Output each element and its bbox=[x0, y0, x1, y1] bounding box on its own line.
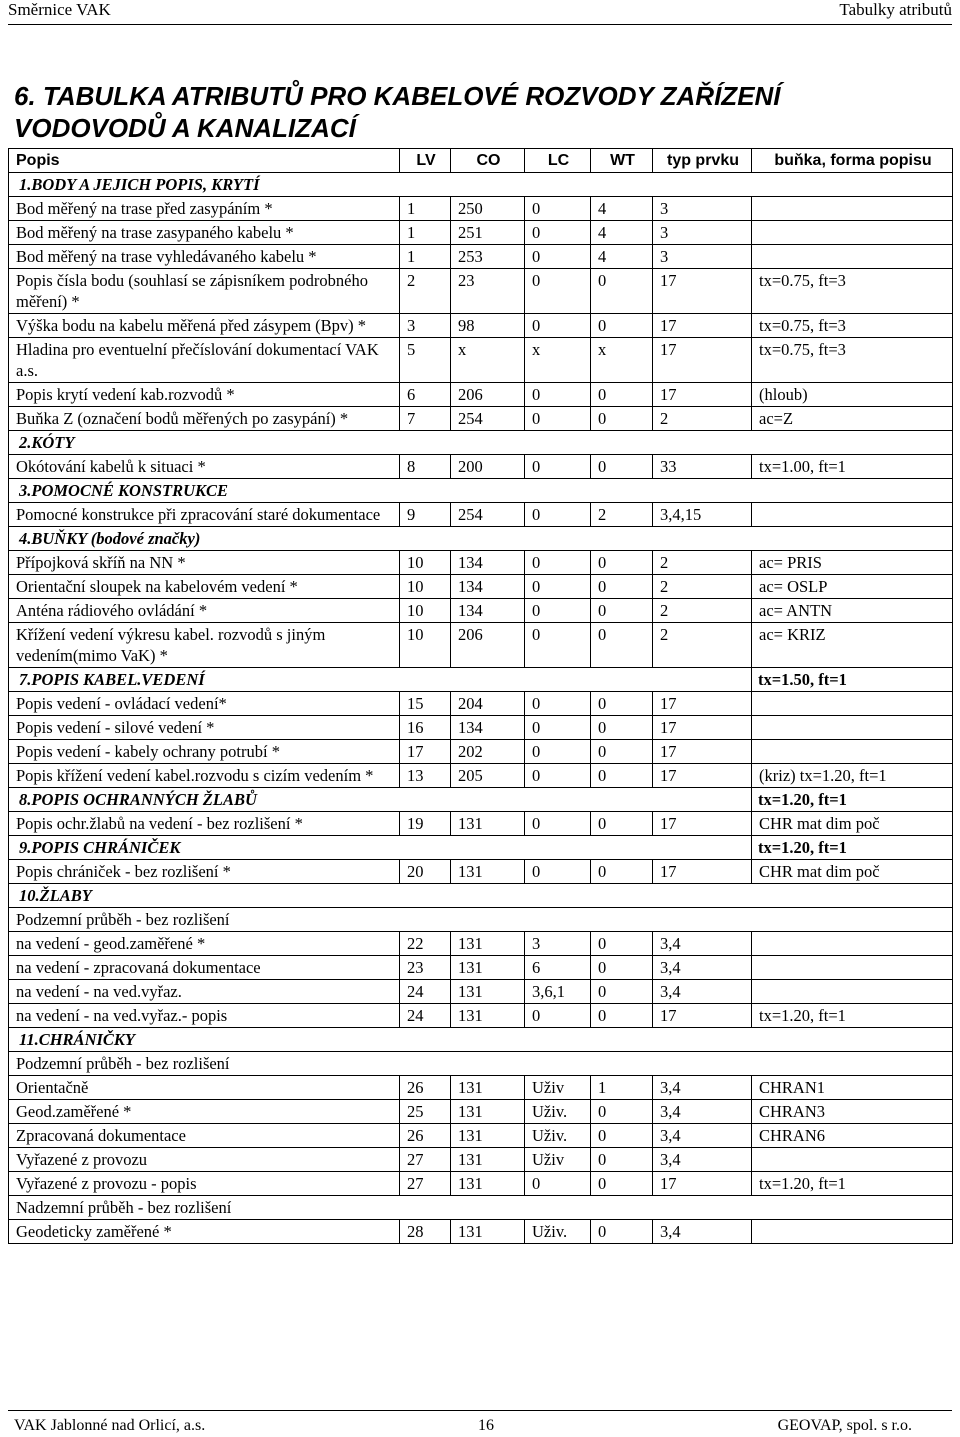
cell-typ-prvku: 3 bbox=[653, 221, 752, 245]
cell-popis: Popis vedení - silové vedení * bbox=[9, 716, 400, 740]
cell-lc: 0 bbox=[525, 1004, 591, 1028]
cell-lv: 9 bbox=[400, 503, 451, 527]
cell-lc: 3,6,1 bbox=[525, 980, 591, 1004]
cell-lc: 0 bbox=[525, 197, 591, 221]
cell-lc: 0 bbox=[525, 860, 591, 884]
table-row bbox=[9, 932, 953, 956]
table-row bbox=[9, 1076, 953, 1100]
cell-co: 254 bbox=[451, 503, 525, 527]
cell-co: 206 bbox=[451, 623, 525, 668]
cell-co: 134 bbox=[451, 575, 525, 599]
table-row bbox=[9, 1124, 953, 1148]
cell-wt: 4 bbox=[591, 221, 653, 245]
cell-lc: 0 bbox=[525, 623, 591, 668]
cell-wt: 0 bbox=[591, 956, 653, 980]
cell-wt: 4 bbox=[591, 245, 653, 269]
column-header: CO bbox=[451, 149, 525, 173]
cell-lv: 1 bbox=[400, 221, 451, 245]
cell-co: 131 bbox=[451, 1148, 525, 1172]
table-row bbox=[9, 623, 953, 668]
cell-co: 250 bbox=[451, 197, 525, 221]
cell-bunka-forma-popisu: tx=1.00, ft=1 bbox=[752, 455, 953, 479]
cell-lc: 0 bbox=[525, 407, 591, 431]
cell-co: 131 bbox=[451, 812, 525, 836]
cell-bunka-forma-popisu bbox=[752, 692, 953, 716]
table-row bbox=[9, 269, 953, 314]
cell-co: 254 bbox=[451, 407, 525, 431]
cell-bunka-forma-popisu bbox=[752, 956, 953, 980]
cell-wt: 0 bbox=[591, 764, 653, 788]
table-row bbox=[9, 338, 953, 383]
cell-popis: Popis vedení - kabely ochrany potrubí * bbox=[9, 740, 400, 764]
cell-wt: 0 bbox=[591, 1004, 653, 1028]
cell-typ-prvku: 33 bbox=[653, 455, 752, 479]
cell-wt: 0 bbox=[591, 980, 653, 1004]
cell-co: 131 bbox=[451, 1100, 525, 1124]
cell-co: 23 bbox=[451, 269, 525, 314]
cell-typ-prvku: 17 bbox=[653, 269, 752, 314]
cell-co: 134 bbox=[451, 716, 525, 740]
cell-wt: 0 bbox=[591, 623, 653, 668]
cell-bunka-forma-popisu: tx=0.75, ft=3 bbox=[752, 269, 953, 314]
cell-wt: 0 bbox=[591, 383, 653, 407]
cell-co: 131 bbox=[451, 860, 525, 884]
cell-lc: 0 bbox=[525, 269, 591, 314]
cell-popis: Anténa rádiového ovládání * bbox=[9, 599, 400, 623]
cell-wt: 0 bbox=[591, 314, 653, 338]
cell-bunka-forma-popisu: tx=0.75, ft=3 bbox=[752, 338, 953, 383]
cell-co: 206 bbox=[451, 383, 525, 407]
table-row bbox=[9, 551, 953, 575]
cell-popis: na vedení - na ved.vyřaz.- popis bbox=[9, 1004, 400, 1028]
cell-bunka-forma-popisu: ac= KRIZ bbox=[752, 623, 953, 668]
table-row bbox=[9, 740, 953, 764]
cell-popis: Zpracovaná dokumentace bbox=[9, 1124, 400, 1148]
cell-lv: 19 bbox=[400, 812, 451, 836]
cell-lc: 0 bbox=[525, 692, 591, 716]
cell-popis: Výška bodu na kabelu měřená před zásypem (Bpv) * bbox=[9, 314, 400, 338]
cell-typ-prvku: 17 bbox=[653, 338, 752, 383]
cell-popis: Popis krytí vedení kab.rozvodů * bbox=[9, 383, 400, 407]
cell-bunka-forma-popisu bbox=[752, 1220, 953, 1244]
cell-co: 253 bbox=[451, 245, 525, 269]
cell-bunka-forma-popisu bbox=[752, 1148, 953, 1172]
cell-typ-prvku: 17 bbox=[653, 383, 752, 407]
cell-popis: Pomocné konstrukce při zpracování staré dokumentace bbox=[9, 503, 400, 527]
cell-co: 98 bbox=[451, 314, 525, 338]
cell-popis: Popis křížení vedení kabel.rozvodu s cizím vedením * bbox=[9, 764, 400, 788]
cell-lc: 0 bbox=[525, 740, 591, 764]
section-title: 9.POPIS CHRÁNIČEK bbox=[9, 836, 752, 860]
cell-co: 131 bbox=[451, 1172, 525, 1196]
cell-typ-prvku: 3 bbox=[653, 245, 752, 269]
cell-co: 131 bbox=[451, 1124, 525, 1148]
cell-popis: Křížení vedení výkresu kabel. rozvodů s jiným vedením(mimo VaK) * bbox=[9, 623, 400, 668]
section-row bbox=[9, 884, 953, 908]
cell-co: 251 bbox=[451, 221, 525, 245]
section-title: 11.CHRÁNIČKY bbox=[9, 1028, 953, 1052]
section-title: 1.BODY A JEJICH POPIS, KRYTÍ bbox=[9, 173, 953, 197]
cell-popis: na vedení - na ved.vyřaz. bbox=[9, 980, 400, 1004]
cell-co: 134 bbox=[451, 599, 525, 623]
cell-popis: na vedení - geod.zaměřené * bbox=[9, 932, 400, 956]
cell-popis: Popis chrániček - bez rozlišení * bbox=[9, 860, 400, 884]
table-row bbox=[9, 1148, 953, 1172]
cell-wt: 0 bbox=[591, 692, 653, 716]
cell-bunka-forma-popisu: ac=Z bbox=[752, 407, 953, 431]
footer-author: GEOVAP, spol. s r.o. bbox=[777, 1417, 912, 1434]
cell-lv: 16 bbox=[400, 716, 451, 740]
chapter-title-line1: 6. TABULKA ATRIBUTŮ PRO KABELOVÉ ROZVODY ZAŘÍZENÍ bbox=[14, 81, 781, 111]
section-row bbox=[9, 479, 953, 503]
cell-lc: 0 bbox=[525, 716, 591, 740]
cell-typ-prvku: 17 bbox=[653, 740, 752, 764]
cell-typ-prvku: 17 bbox=[653, 764, 752, 788]
table-row bbox=[9, 221, 953, 245]
cell-co: x bbox=[451, 338, 525, 383]
cell-typ-prvku: 17 bbox=[653, 716, 752, 740]
section-title: 4.BUŇKY (bodové značky) bbox=[9, 527, 953, 551]
subheading-text: Podzemní průběh - bez rozlišení bbox=[9, 1052, 953, 1076]
cell-lc: 0 bbox=[525, 221, 591, 245]
cell-lc: x bbox=[525, 338, 591, 383]
footer-company: VAK Jablonné nad Orlicí, a.s. bbox=[14, 1417, 206, 1434]
subheading-row bbox=[9, 1196, 953, 1220]
cell-typ-prvku: 2 bbox=[653, 599, 752, 623]
cell-wt: 0 bbox=[591, 575, 653, 599]
cell-co: 131 bbox=[451, 956, 525, 980]
section-note: tx=1.20, ft=1 bbox=[752, 836, 953, 860]
cell-lv: 3 bbox=[400, 314, 451, 338]
cell-popis: Popis ochr.žlabů na vedení - bez rozlišení * bbox=[9, 812, 400, 836]
cell-lc: 0 bbox=[525, 1172, 591, 1196]
cell-lc: 0 bbox=[525, 575, 591, 599]
cell-wt: x bbox=[591, 338, 653, 383]
cell-popis: Popis vedení - ovládací vedení* bbox=[9, 692, 400, 716]
cell-lc: 0 bbox=[525, 599, 591, 623]
cell-wt: 0 bbox=[591, 455, 653, 479]
cell-bunka-forma-popisu: CHRAN1 bbox=[752, 1076, 953, 1100]
cell-wt: 0 bbox=[591, 812, 653, 836]
cell-bunka-forma-popisu: CHR mat dim poč bbox=[752, 860, 953, 884]
cell-typ-prvku: 17 bbox=[653, 1172, 752, 1196]
cell-lv: 25 bbox=[400, 1100, 451, 1124]
cell-lv: 20 bbox=[400, 860, 451, 884]
cell-bunka-forma-popisu: ac= ANTN bbox=[752, 599, 953, 623]
subheading-text: Podzemní průběh - bez rozlišení bbox=[9, 908, 953, 932]
cell-typ-prvku: 2 bbox=[653, 551, 752, 575]
cell-lc: Uživ. bbox=[525, 1124, 591, 1148]
cell-typ-prvku: 17 bbox=[653, 314, 752, 338]
cell-bunka-forma-popisu: CHRAN3 bbox=[752, 1100, 953, 1124]
section-title: 3.POMOCNÉ KONSTRUKCE bbox=[9, 479, 953, 503]
cell-lc: Uživ. bbox=[525, 1220, 591, 1244]
section-row bbox=[9, 1028, 953, 1052]
cell-lc: 0 bbox=[525, 812, 591, 836]
cell-lv: 17 bbox=[400, 740, 451, 764]
cell-co: 204 bbox=[451, 692, 525, 716]
cell-popis: Orientační sloupek na kabelovém vedení * bbox=[9, 575, 400, 599]
cell-bunka-forma-popisu bbox=[752, 980, 953, 1004]
cell-lv: 23 bbox=[400, 956, 451, 980]
cell-bunka-forma-popisu: CHR mat dim poč bbox=[752, 812, 953, 836]
cell-popis: Přípojková skříň na NN * bbox=[9, 551, 400, 575]
cell-lc: Uživ bbox=[525, 1148, 591, 1172]
cell-bunka-forma-popisu bbox=[752, 245, 953, 269]
cell-lc: 6 bbox=[525, 956, 591, 980]
cell-co: 202 bbox=[451, 740, 525, 764]
column-header: WT bbox=[591, 149, 653, 173]
cell-typ-prvku: 17 bbox=[653, 692, 752, 716]
cell-wt: 0 bbox=[591, 1220, 653, 1244]
cell-co: 205 bbox=[451, 764, 525, 788]
cell-wt: 0 bbox=[591, 860, 653, 884]
cell-lv: 8 bbox=[400, 455, 451, 479]
cell-lv: 10 bbox=[400, 623, 451, 668]
footer-page-number: 16 bbox=[478, 1417, 494, 1434]
cell-wt: 0 bbox=[591, 1172, 653, 1196]
cell-typ-prvku: 3,4 bbox=[653, 1124, 752, 1148]
cell-popis: na vedení - zpracovaná dokumentace bbox=[9, 956, 400, 980]
subheading-text: Nadzemní průběh - bez rozlišení bbox=[9, 1196, 953, 1220]
cell-lc: 0 bbox=[525, 383, 591, 407]
cell-bunka-forma-popisu: tx=1.20, ft=1 bbox=[752, 1004, 953, 1028]
cell-co: 131 bbox=[451, 1076, 525, 1100]
cell-typ-prvku: 3,4 bbox=[653, 932, 752, 956]
attribute-table bbox=[8, 148, 953, 1244]
table-row bbox=[9, 860, 953, 884]
table-row bbox=[9, 692, 953, 716]
table-row bbox=[9, 764, 953, 788]
cell-lv: 28 bbox=[400, 1220, 451, 1244]
cell-lc: 0 bbox=[525, 314, 591, 338]
section-row bbox=[9, 788, 953, 812]
cell-bunka-forma-popisu: tx=0.75, ft=3 bbox=[752, 314, 953, 338]
header-right-text: Tabulky atributů bbox=[839, 0, 952, 19]
cell-lv: 10 bbox=[400, 551, 451, 575]
cell-bunka-forma-popisu: ac= OSLP bbox=[752, 575, 953, 599]
cell-lv: 27 bbox=[400, 1172, 451, 1196]
cell-co: 131 bbox=[451, 980, 525, 1004]
cell-co: 200 bbox=[451, 455, 525, 479]
cell-lc: 0 bbox=[525, 455, 591, 479]
cell-wt: 0 bbox=[591, 599, 653, 623]
column-header: Popis bbox=[9, 149, 400, 173]
cell-lv: 1 bbox=[400, 245, 451, 269]
cell-wt: 0 bbox=[591, 740, 653, 764]
section-title: 7.POPIS KABEL.VEDENÍ bbox=[9, 668, 752, 692]
section-row bbox=[9, 527, 953, 551]
section-note: tx=1.50, ft=1 bbox=[752, 668, 953, 692]
cell-wt: 0 bbox=[591, 932, 653, 956]
cell-typ-prvku: 3,4,15 bbox=[653, 503, 752, 527]
cell-lv: 10 bbox=[400, 575, 451, 599]
cell-typ-prvku: 3,4 bbox=[653, 1100, 752, 1124]
cell-popis: Okótování kabelů k situaci * bbox=[9, 455, 400, 479]
table-row bbox=[9, 407, 953, 431]
chapter-title bbox=[14, 80, 934, 144]
cell-popis: Bod měřený na trase vyhledávaného kabelu * bbox=[9, 245, 400, 269]
section-title: 10.ŽLABY bbox=[9, 884, 953, 908]
cell-lv: 1 bbox=[400, 197, 451, 221]
cell-wt: 0 bbox=[591, 551, 653, 575]
section-row bbox=[9, 173, 953, 197]
cell-wt: 0 bbox=[591, 1148, 653, 1172]
cell-lv: 13 bbox=[400, 764, 451, 788]
section-row bbox=[9, 836, 953, 860]
cell-lc: Uživ bbox=[525, 1076, 591, 1100]
section-row bbox=[9, 431, 953, 455]
column-header: LV bbox=[400, 149, 451, 173]
subheading-row bbox=[9, 908, 953, 932]
cell-typ-prvku: 3,4 bbox=[653, 1220, 752, 1244]
table-row bbox=[9, 812, 953, 836]
table-row bbox=[9, 314, 953, 338]
cell-wt: 0 bbox=[591, 407, 653, 431]
section-title: 8.POPIS OCHRANNÝCH ŽLABŮ bbox=[9, 788, 752, 812]
cell-popis: Hladina pro eventuelní přečíslování dokumentací VAK a.s. bbox=[9, 338, 400, 383]
cell-bunka-forma-popisu bbox=[752, 197, 953, 221]
cell-wt: 4 bbox=[591, 197, 653, 221]
cell-bunka-forma-popisu bbox=[752, 716, 953, 740]
section-row bbox=[9, 668, 953, 692]
page-header bbox=[8, 0, 952, 25]
cell-co: 134 bbox=[451, 551, 525, 575]
table-row bbox=[9, 599, 953, 623]
cell-bunka-forma-popisu bbox=[752, 503, 953, 527]
cell-lv: 26 bbox=[400, 1124, 451, 1148]
cell-bunka-forma-popisu: tx=1.20, ft=1 bbox=[752, 1172, 953, 1196]
cell-lc: 0 bbox=[525, 551, 591, 575]
page-footer bbox=[8, 1410, 952, 1437]
cell-co: 131 bbox=[451, 1220, 525, 1244]
cell-popis: Geodeticky zaměřené * bbox=[9, 1220, 400, 1244]
column-header: LC bbox=[525, 149, 591, 173]
chapter-title-line2: VODOVODŮ A KANALIZACÍ bbox=[14, 113, 356, 143]
table-row bbox=[9, 1004, 953, 1028]
cell-lv: 7 bbox=[400, 407, 451, 431]
table-row bbox=[9, 1172, 953, 1196]
cell-typ-prvku: 3,4 bbox=[653, 980, 752, 1004]
cell-bunka-forma-popisu bbox=[752, 932, 953, 956]
cell-typ-prvku: 2 bbox=[653, 623, 752, 668]
cell-bunka-forma-popisu: (kriz) tx=1.20, ft=1 bbox=[752, 764, 953, 788]
cell-typ-prvku: 3,4 bbox=[653, 1148, 752, 1172]
cell-lv: 24 bbox=[400, 980, 451, 1004]
cell-popis: Orientačně bbox=[9, 1076, 400, 1100]
cell-wt: 0 bbox=[591, 269, 653, 314]
cell-bunka-forma-popisu: CHRAN6 bbox=[752, 1124, 953, 1148]
cell-popis: Bod měřený na trase zasypaného kabelu * bbox=[9, 221, 400, 245]
cell-wt: 2 bbox=[591, 503, 653, 527]
cell-popis: Buňka Z (označení bodů měřených po zasypání) * bbox=[9, 407, 400, 431]
cell-typ-prvku: 3 bbox=[653, 197, 752, 221]
header-left-text: Směrnice VAK bbox=[8, 0, 111, 19]
cell-lv: 15 bbox=[400, 692, 451, 716]
table-row bbox=[9, 503, 953, 527]
table-row bbox=[9, 455, 953, 479]
table-header-row bbox=[9, 149, 953, 173]
cell-lc: 3 bbox=[525, 932, 591, 956]
cell-lv: 6 bbox=[400, 383, 451, 407]
column-header: typ prvku bbox=[653, 149, 752, 173]
cell-wt: 1 bbox=[591, 1076, 653, 1100]
table-row bbox=[9, 956, 953, 980]
cell-lv: 10 bbox=[400, 599, 451, 623]
cell-lc: Uživ. bbox=[525, 1100, 591, 1124]
cell-lv: 22 bbox=[400, 932, 451, 956]
cell-lv: 2 bbox=[400, 269, 451, 314]
cell-typ-prvku: 17 bbox=[653, 1004, 752, 1028]
cell-popis: Bod měřený na trase před zasypáním * bbox=[9, 197, 400, 221]
cell-popis: Geod.zaměřené * bbox=[9, 1100, 400, 1124]
cell-lc: 0 bbox=[525, 503, 591, 527]
cell-lc: 0 bbox=[525, 245, 591, 269]
cell-typ-prvku: 3,4 bbox=[653, 956, 752, 980]
cell-wt: 0 bbox=[591, 1100, 653, 1124]
cell-bunka-forma-popisu: (hloub) bbox=[752, 383, 953, 407]
table-body bbox=[9, 173, 953, 1244]
table-row bbox=[9, 383, 953, 407]
cell-typ-prvku: 17 bbox=[653, 812, 752, 836]
cell-bunka-forma-popisu: ac= PRIS bbox=[752, 551, 953, 575]
subheading-row bbox=[9, 1052, 953, 1076]
cell-bunka-forma-popisu bbox=[752, 221, 953, 245]
table-row bbox=[9, 716, 953, 740]
cell-bunka-forma-popisu bbox=[752, 740, 953, 764]
column-header: buňka, forma popisu bbox=[752, 149, 953, 173]
cell-typ-prvku: 2 bbox=[653, 407, 752, 431]
cell-wt: 0 bbox=[591, 716, 653, 740]
section-title: 2.KÓTY bbox=[9, 431, 953, 455]
cell-popis: Vyřazené z provozu - popis bbox=[9, 1172, 400, 1196]
table-row bbox=[9, 1100, 953, 1124]
cell-lv: 27 bbox=[400, 1148, 451, 1172]
table-row bbox=[9, 575, 953, 599]
cell-typ-prvku: 17 bbox=[653, 860, 752, 884]
cell-typ-prvku: 2 bbox=[653, 575, 752, 599]
cell-lv: 5 bbox=[400, 338, 451, 383]
cell-co: 131 bbox=[451, 1004, 525, 1028]
cell-popis: Vyřazené z provozu bbox=[9, 1148, 400, 1172]
cell-popis: Popis čísla bodu (souhlasí se zápisníkem podrobného měření) * bbox=[9, 269, 400, 314]
cell-typ-prvku: 3,4 bbox=[653, 1076, 752, 1100]
table-row bbox=[9, 197, 953, 221]
cell-lc: 0 bbox=[525, 764, 591, 788]
cell-wt: 0 bbox=[591, 1124, 653, 1148]
table-row bbox=[9, 1220, 953, 1244]
cell-lv: 26 bbox=[400, 1076, 451, 1100]
table-row bbox=[9, 245, 953, 269]
table-row bbox=[9, 980, 953, 1004]
cell-co: 131 bbox=[451, 932, 525, 956]
section-note: tx=1.20, ft=1 bbox=[752, 788, 953, 812]
cell-lv: 24 bbox=[400, 1004, 451, 1028]
